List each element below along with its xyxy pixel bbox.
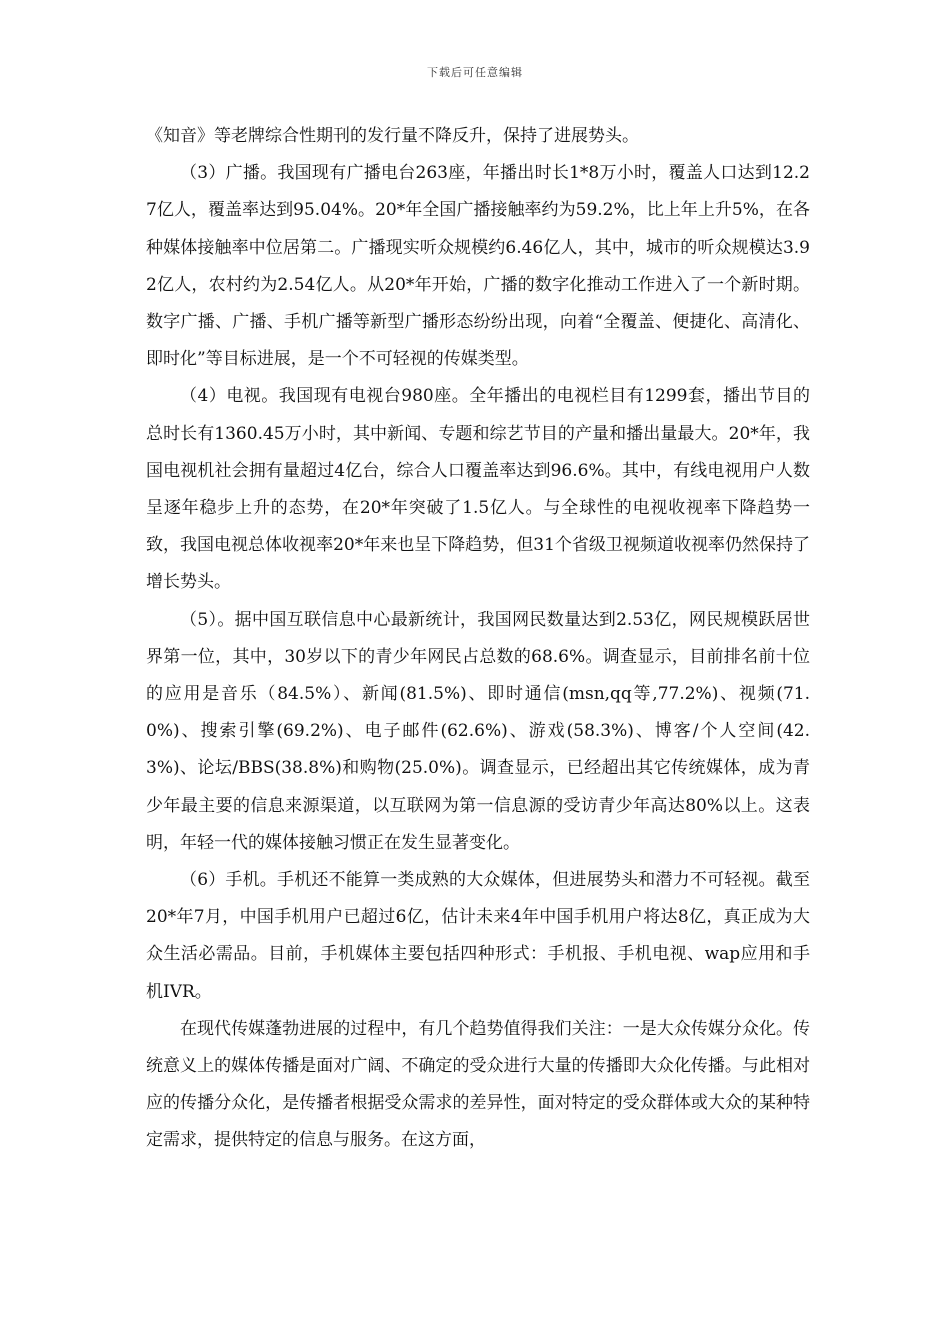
paragraph-internet: （5）。据中国互联信息中心最新统计，我国网民数量达到2.53亿，网民规模跃居世界第一位，其中，30岁以下的青少年网民占总数的68.6%。调查显示，目前排名前十位的应用是音乐（84.5%）、新闻(81.5%)、即时通信(msn,qq等,77.2%)、视频(71.0%)、搜索引擎(69.2%)、电子邮件(62.6%)、游戏(58.3%)、博客/个人空间(42.3%)、论坛/BBS(38.8%)和购物(25.0%)。调查显示，已经超出其它传统媒体，成为青少年最主要的信息来源渠道，以互联网为第一信息源的受访青少年高达80%以上。这表明，年轻一代的媒体接触习惯正在发生显著变化。 [146, 609, 810, 853]
paragraph-continuation: 《知音》等老牌综合性期刊的发行量不降反升，保持了进展势头。 [146, 126, 639, 146]
paragraph-mobile: （6）手机。手机还不能算一类成熟的大众媒体，但进展势头和潜力不可轻视。截至20*年7月，中国手机用户已超过6亿，估计未来4年中国手机用户将达8亿，真正成为大众生活必需品。目前，手机媒体主要包括四种形式：手机报、手机电视、wap应用和手机IVR。 [146, 870, 810, 1002]
paragraph-radio: （3）广播。我国现有广播电台263座，年播出时长1*8万小时，覆盖人口达到12.27亿人，覆盖率达到95.04%。20*年全国广播接触率约为59.2%，比上年上升5%，在各种媒体接触率中位居第二。广播现实听众规模约6.46亿人，其中，城市的听众规模达3.92亿人，农村约为2.54亿人。从20*年开始，广播的数字化推动工作进入了一个新时期。数字广播、广播、手机广播等新型广播形态纷纷出现，向着“全覆盖、便捷化、高清化、即时化”等目标进展，是一个不可轻视的传媒类型。 [146, 163, 810, 370]
paragraph-television: （4）电视。我国现有电视台980座。全年播出的电视栏目有1299套，播出节目的总时长有1360.45万小时，其中新闻、专题和综艺节目的产量和播出量最大。20*年，我国电视机社会拥有量超过4亿台，综合人口覆盖率达到96.6%。其中，有线电视用户人数呈逐年稳步上升的态势，在20*年突破了1.5亿人。与全球性的电视收视率下降趋势一致，我国电视总体收视率20*年来也呈下降趋势，但31个省级卫视频道收视率仍然保持了增长势头。 [146, 386, 810, 593]
document-body [146, 118, 810, 1160]
page-header: 下载后可任意编辑 [427, 66, 523, 79]
paragraph-trends: 在现代传媒蓬勃进展的过程中，有几个趋势值得我们关注：一是大众传媒分众化。传统意义上的媒体传播是面对广阔、不确定的受众进行大量的传播即大众化传播。与此相对应的传播分众化，是传播者根据受众需求的差异性，面对特定的受众群体或大众的某种特定需求，提供特定的信息与服务。在这方面， [146, 1018, 810, 1151]
